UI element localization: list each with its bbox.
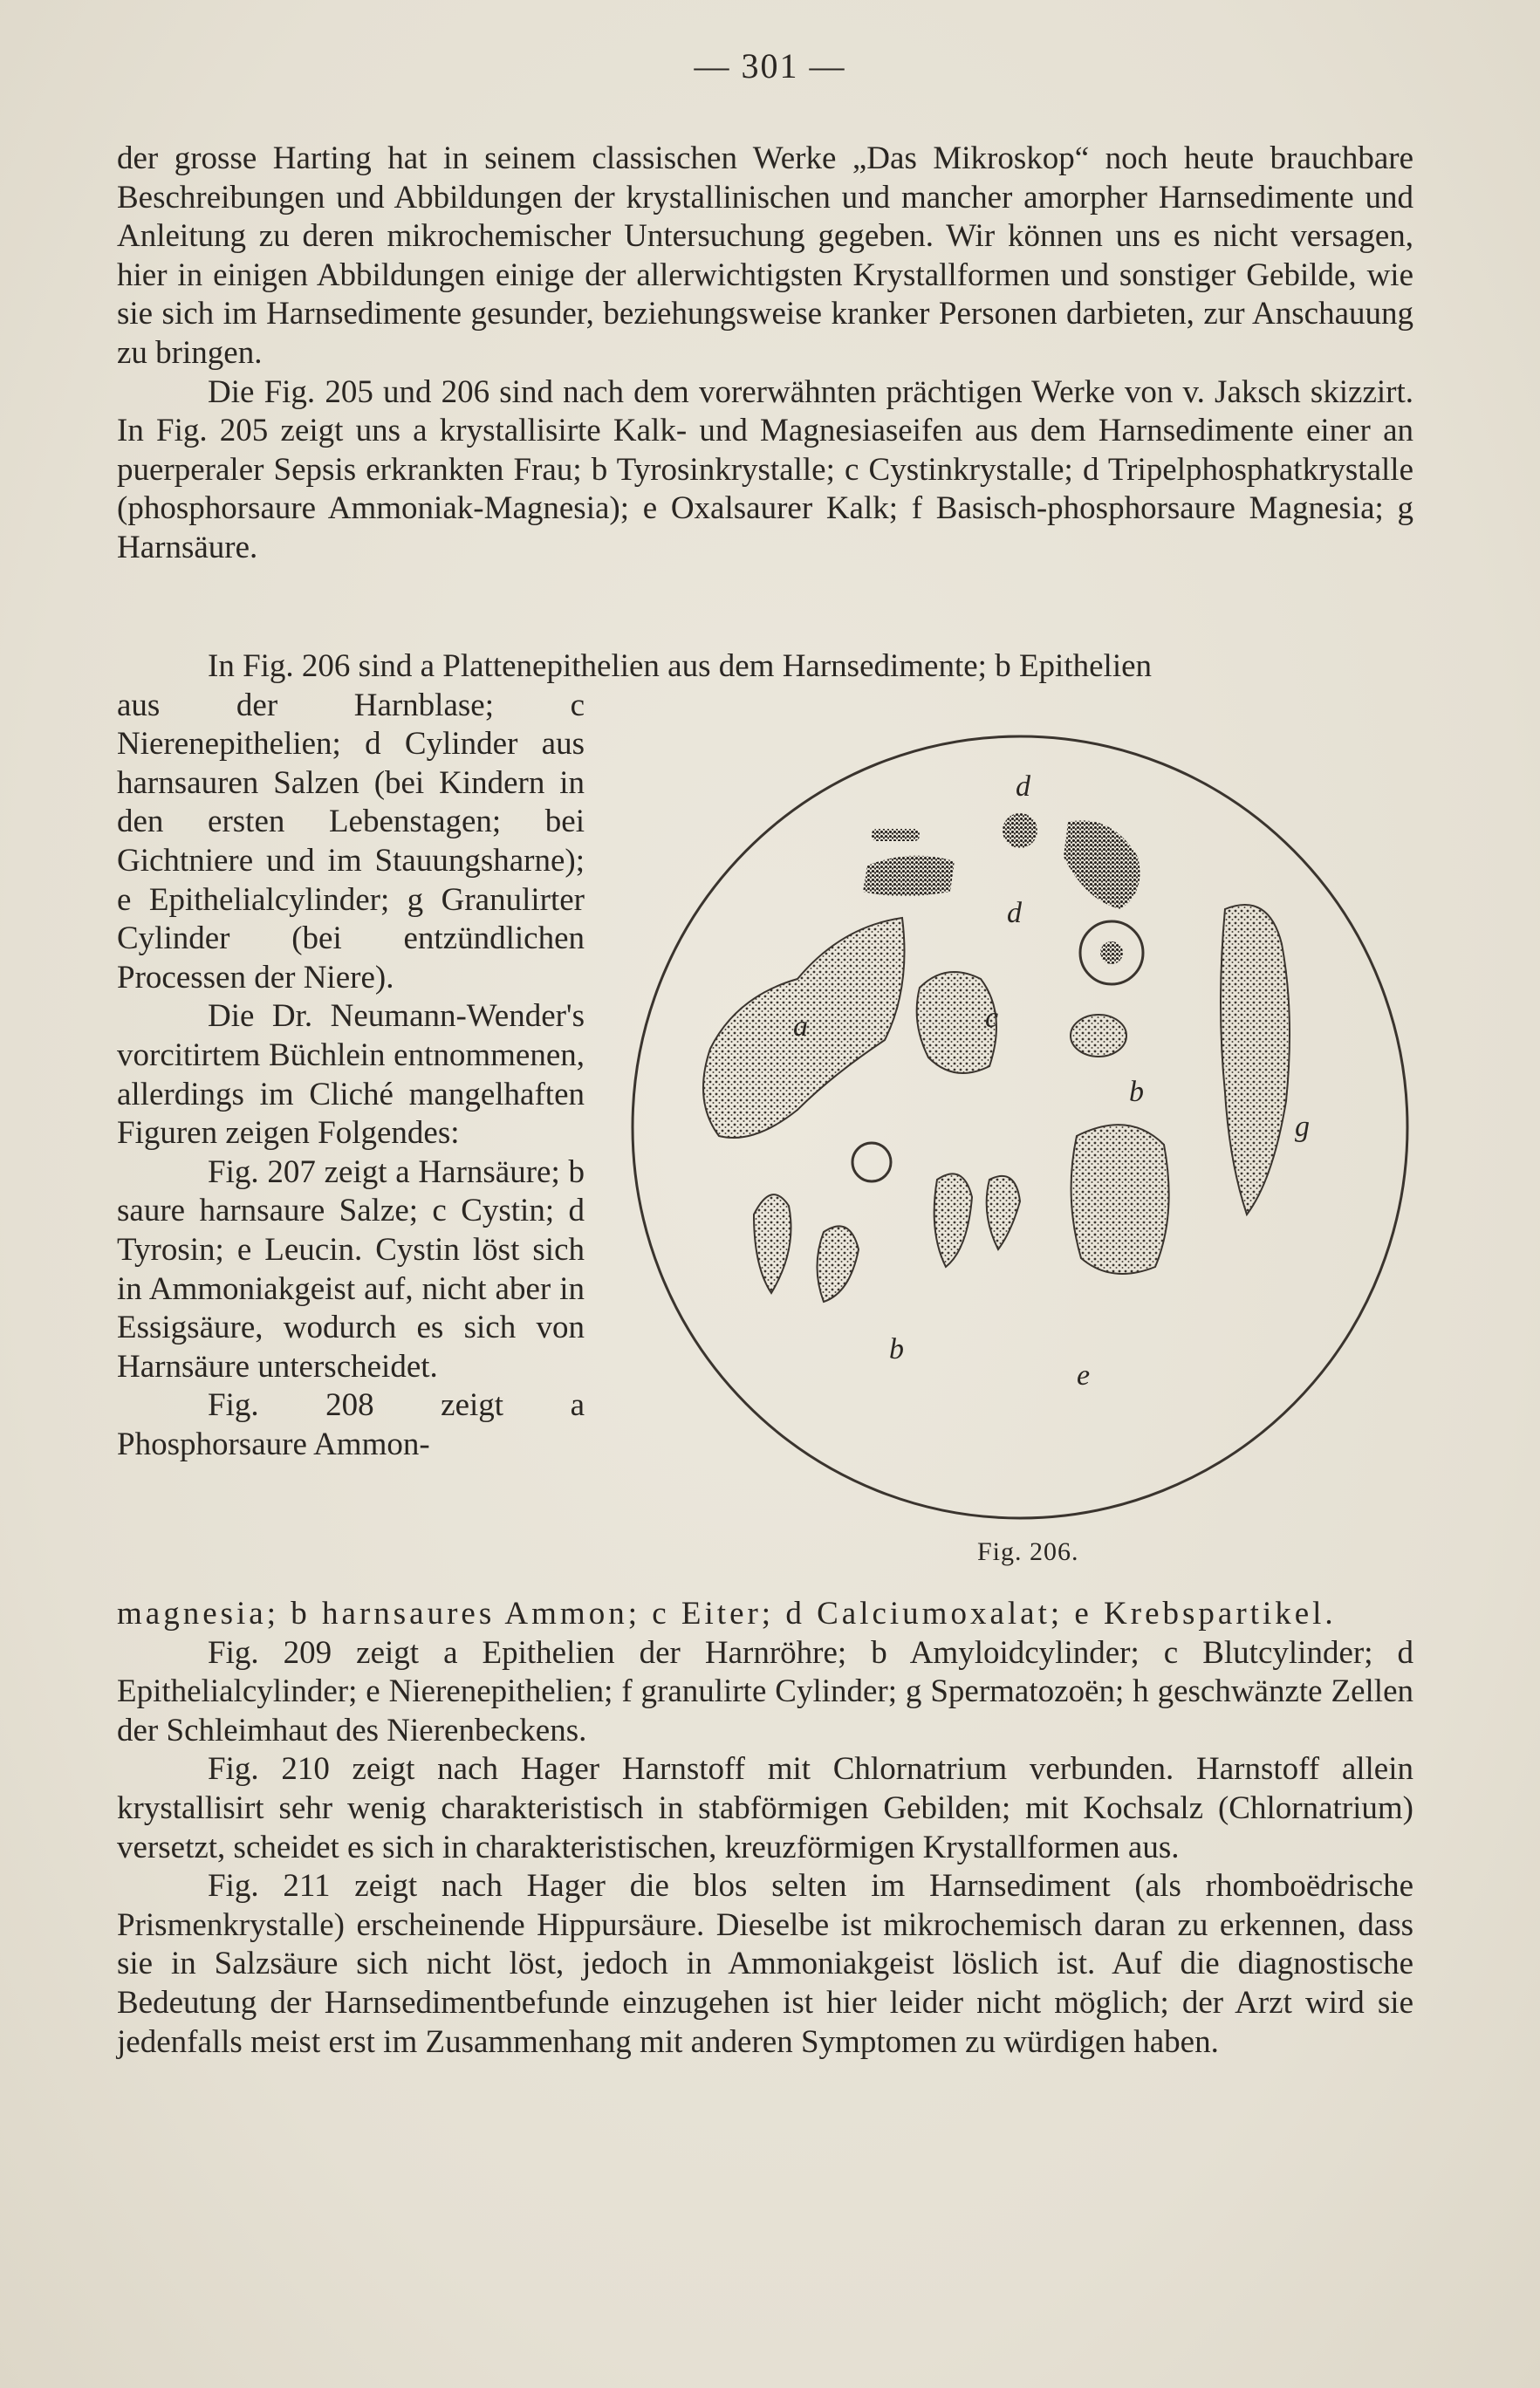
small-cast-shape: [872, 829, 920, 841]
figure-caption: Fig. 206.: [977, 1537, 1079, 1566]
paragraph-fig-208-start: Fig. 208 zeigt a Phosphorsaure Ammon-: [117, 1387, 585, 1462]
paragraph-fig-208-rest: magnesia; b harnsaures Ammon; c Eiter; d Calciumoxalat; e Krebspartikel.: [117, 1596, 1337, 1632]
paragraph-fig-209: Fig. 209 zeigt a Epithelien der Harnröhre; b Amyloidcylinder; c Blutcylinder; d Epithelialcylinder; e Nierenepithelien; f granulirte Cylinder; g Spermatozoën; h geschwänzte Zellen der Schleimhaut des Nierenbeckens.: [117, 1634, 1413, 1748]
tailed-cell-4-shape: [987, 1176, 1020, 1249]
bladder-nucleus-shape: [1100, 941, 1123, 964]
figure-label-g: g: [1295, 1111, 1310, 1143]
paragraph-harting: der grosse Harting hat in seinem classischen Werke „Das Mikroskop“ noch heute brauchbare Beschreibungen und Abbildungen der krystallinischen und mancher amorpher Harnsedimente und Anleitung zu deren mikrochemischer Untersuchung gegeben. Wir können uns es nicht versagen, hier in einigen Abbildungen einige der allerwichtigsten Krystallformen und sonstiger Gebilde, wie sie sich im Harnsedimente gesunder, beziehungsweise kranker Personen darbieten, zur Anschauung zu bringen.: [117, 140, 1413, 371]
paragraph-fig-211: Fig. 211 zeigt nach Hager die blos selten im Harnsediment (als rhomboëdrische Prismenkrystalle) erscheinende Hippursäure. Dieselbe ist mikrochemisch daran zu erkennen, dass sie in Salzsäure sich nicht löst, jedoch in Ammoniakgeist löslich ist. Auf die diagnostische Bedeutung der Harnsedimentbefunde einzugehen ist hier leider nicht möglich; der Arzt wird sie jedenfalls meist erst im Zusammenhang mit anderen Symptomen zu würdigen haben.: [117, 1868, 1413, 2060]
figure-label-e: e: [1077, 1359, 1091, 1392]
figure-label-b-bottom: b: [889, 1333, 904, 1365]
bladder-epithelium-2-shape: [1071, 1015, 1126, 1057]
paragraph-fig-205: Die Fig. 205 und 206 sind nach dem vorerwähnten prächtigen Werke von v. Jaksch skizzirt. In Fig. 205 zeigt uns a krystallisirte Kalk- und Magnesiaseifen aus dem Harnsedimente einer an puerperaler Sepsis erkrankten Frau; b Tyrosinkrystalle; c Cystinkrystalle; d Tripelphosphatkrystalle (phosphorsaure Ammoniak-Magnesia); e Oxalsaurer Kalk; f Basisch-phosphorsaure Magnesia; g Harnsäure.: [117, 373, 1413, 565]
granular-cast-d-shape: [1064, 820, 1140, 909]
paragraph-neumann-wender: Die Dr. Neumann-Wender's vorcitirtem Büchlein entnommenen, allerdings im Cliché mangelhaften Figuren zeigen Folgendes:: [117, 998, 585, 1152]
granular-cylinder-g-shape: [1221, 905, 1290, 1215]
round-cell-shape: [852, 1143, 891, 1181]
figure-label-b: b: [1129, 1076, 1144, 1108]
paragraph-fig-206-first-line: In Fig. 206 sind a Plattenepithelien aus dem Harnsedimente; b Epithelien: [208, 648, 1153, 684]
figure-206-illustration: [623, 726, 1417, 1529]
paragraph-fig-207: Fig. 207 zeigt a Harnsäure; b saure harnsaure Salze; c Cystin; d Tyrosin; e Leucin. Cystin löst sich in Ammoniakgeist auf, nicht aber in Essigsäure, wodurch es sich von Harnsäure unterscheidet.: [117, 1153, 585, 1385]
figure-label-d-top: d: [1016, 770, 1030, 803]
figure-label-c: c: [985, 1002, 999, 1034]
tailed-cell-1-shape: [754, 1194, 791, 1293]
text-block-top: [117, 140, 1413, 568]
paragraph-fig-206-rest: aus der Harnblase; c Nierenepithelien; d Cylinder aus harnsauren Salzen (bei Kindern in den ersten Lebenstagen; bei Gichtniere und im Stauungsharne); e Epithelialcylinder; g Granulirter Cylinder (bei entzündlichen Processen der Niere).: [117, 687, 585, 996]
tailed-cell-3-shape: [934, 1173, 972, 1267]
figure-label-d: d: [1007, 897, 1022, 929]
page-number: — 301 —: [694, 46, 846, 86]
uric-salt-sphere-shape: [1003, 813, 1037, 848]
uric-salt-cylinder-shape: [863, 856, 955, 896]
paragraph-fig-210: Fig. 210 zeigt nach Hager Harnstoff mit Chlornatrium verbunden. Harnstoff allein krystallisirt sehr wenig charakteristisch in stabförmigen Gebilden; mit Kochsalz (Chlornatrium) versetzt, scheidet es sich in charakteristischen, kreuzförmigen Krystallformen aus.: [117, 1751, 1413, 1865]
tailed-cell-2-shape: [818, 1226, 859, 1302]
narrow-column: [117, 687, 585, 1465]
text-block-bottom: [117, 1595, 1413, 2062]
figure-label-a: a: [793, 1010, 808, 1043]
epithelial-cylinder-e-shape: [1071, 1125, 1169, 1274]
